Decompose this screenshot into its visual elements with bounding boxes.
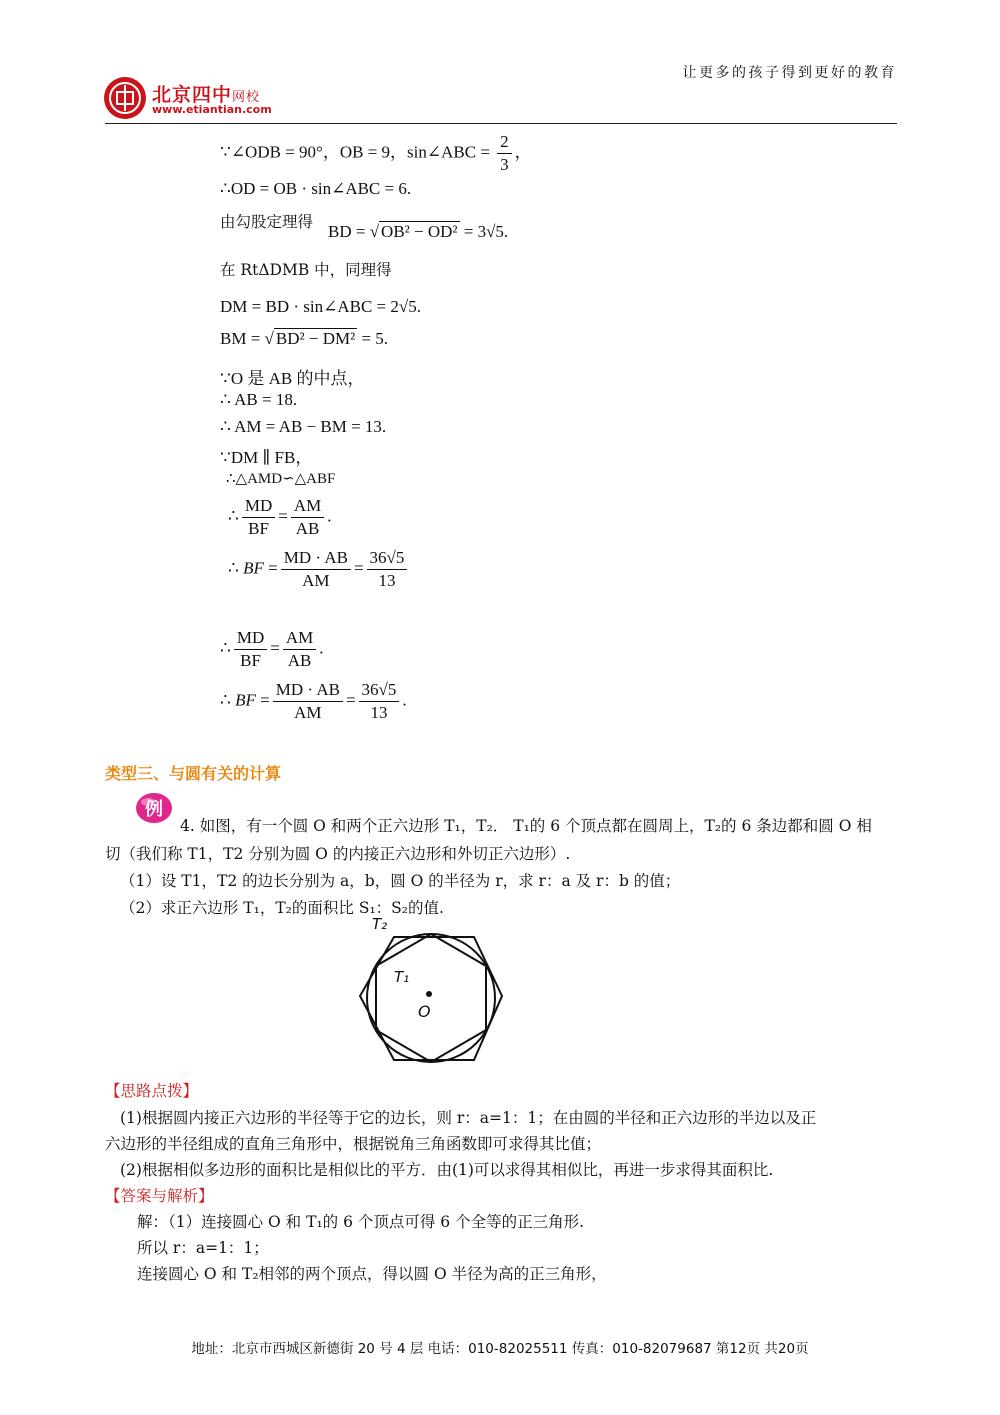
header-slogan: 让更多的孩子得到更好的教育 [682,65,897,81]
answer-line-3: 连接圆心 O 和 T₂相邻的两个顶点，得以圆 O 半径为高的正三角形， [137,1265,607,1283]
solution-line-5: DM = BD · sin∠ABC = 2√5. [220,297,421,316]
solution-line-3-formula: BD = √ OB² − OD² = 3√5. [328,222,509,241]
section-title: 类型三、与圆有关的计算 [105,764,282,783]
answer-title: 【答案与解析】 [105,1187,214,1205]
problem-line-1: 4. 如图，有一个圆 O 和两个正六边形 T₁，T₂． T₁的 6 个顶点都在圆周上，T₂的 6 条边都和圆 O 相 [180,817,872,835]
hint-title: 【思路点拨】 [105,1082,199,1100]
solution-line-10: ∵DM ∥ FB， [220,448,313,467]
header-divider [105,123,897,124]
solution-line-6: BM = √ BD² − DM² = 5. [220,329,389,348]
solution-line-3-text: 由勾股定理得 [220,213,314,231]
solution-ratio-2: ∴ $\frac{MD}{BF}$ = $\frac{AM}{AB}$ . [220,628,324,670]
solution-line-11: ∴△AMD∽△ABF [226,471,336,487]
solution-ratio-1: ∴ $\frac{MD}{BF}$ = $\frac{AM}{AB}$ . [228,496,332,538]
solution-line-9: ∴ AM = AB − BM = 13. [220,417,387,436]
solution-result-1: ∴ BF = $\frac{MD \cdot AB}{AM}$ = $\frac{36√5}{13}$ [228,548,410,591]
label-o: O [418,1002,431,1021]
label-t1: T₁ [394,968,410,986]
problem-line-3: （1）设 T1，T2 的边长分别为 a，b，圆 O 的半径为 r，求 r：a 及 r：b 的值； [120,872,681,890]
solution-line-4: 在 RtΔDMB 中，同理得 [220,261,392,279]
page-footer: 地址：北京市西城区新德街 20 号 4 层 电话：010-82025511 传真：010-82079687 第12页 共20页 [191,1341,809,1357]
hexagon-figure [356,920,506,1068]
logo-emblem-icon [104,77,146,119]
solution-line-2: ∴OD = OB · sin∠ABC = 6. [220,179,412,198]
label-t2: T₂ [372,915,388,933]
example-badge-label: 例 [145,799,163,820]
logo-url: www.etiantian.com [152,103,272,116]
solution-line-7: ∵O 是 AB 的中点， [220,369,365,388]
problem-line-4: （2）求正六边形 T₁，T₂的面积比 S₁：S₂的值. [120,899,444,917]
solution-line-8: ∴ AB = 18. [220,390,298,409]
solution-result-2: ∴ BF = $\frac{MD \cdot AB}{AM}$ = $\frac{36√5}{13}$ . [220,680,407,722]
logo-name: 北京四中网校 [152,84,261,106]
hint-line-2: 六边形的半径组成的直角三角形中，根据锐角三角函数即可求得其比值； [105,1135,602,1153]
hint-line-1: (1)根据圆内接正六边形的半径等于它的边长，则 r：a=1：1；在由圆的半径和正六边形的半边以及正 [120,1109,817,1127]
example-badge [134,790,178,826]
answer-line-1: 解：（1）连接圆心 O 和 T₁的 6 个顶点可得 6 个全等的正三角形. [137,1213,585,1231]
hint-line-3: (2)根据相似多边形的面积比是相似比的平方．由(1)可以求得其相似比，再进一步求得其面积比. [120,1161,774,1179]
solution-line-1: ∵∠ODB = 90°，OB = 9，sin∠ABC = $\frac{2}{3}$ ， [220,132,532,174]
problem-line-2: 切（我们称 T1，T2 分别为圆 O 的内接正六边形和外切正六边形）. [105,845,571,863]
answer-line-2: 所以 r：a=1：1； [137,1239,269,1257]
